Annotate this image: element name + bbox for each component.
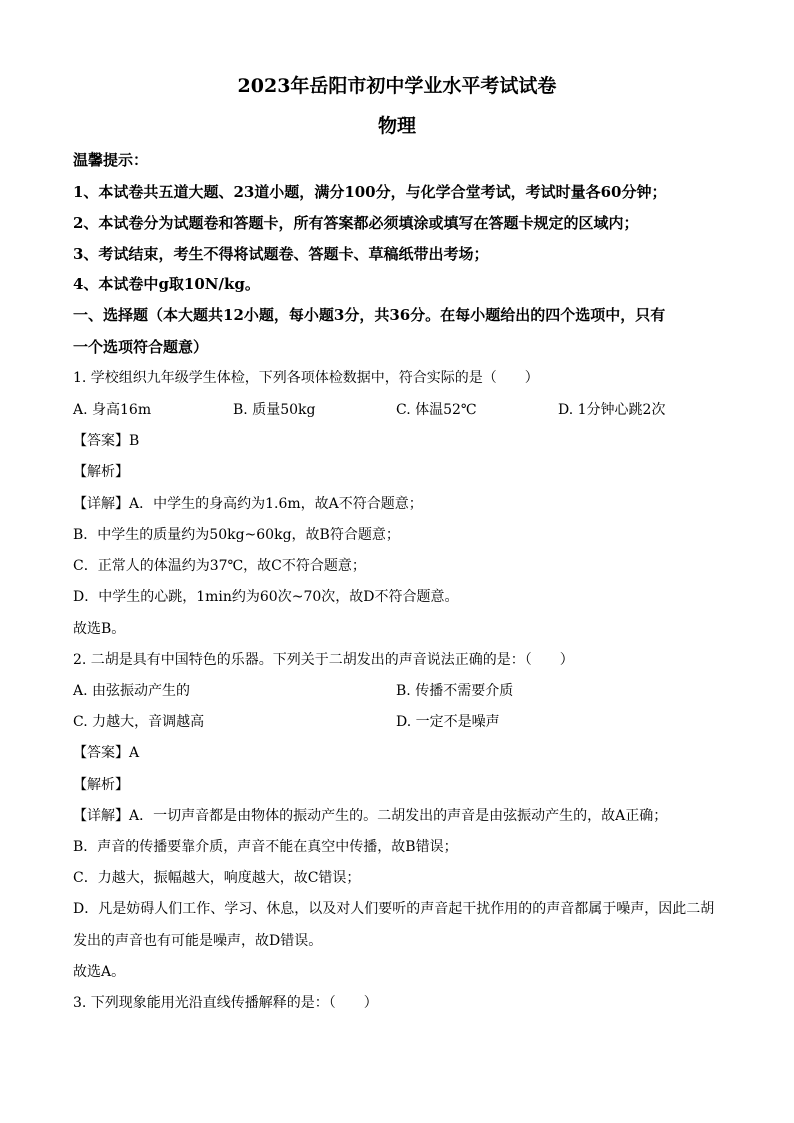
q1-detail-line: C．正常人的体温约为37℃，故C不符合题意； — [73, 558, 366, 574]
q2-answer: 【答案】A — [73, 745, 140, 761]
q2-option-c: C. 力越大，音调越高 — [73, 714, 205, 730]
exam-title: 2023年岳阳市初中学业水平考试试卷 — [237, 75, 557, 97]
q1-analysis-label: 【解析】 — [73, 464, 129, 480]
tip-item: 3、考试结束，考生不得将试题卷、答题卡、草稿纸带出考场； — [73, 245, 489, 263]
section-heading: 一、选择题（本大题共12小题，每小题3分，共36分。在每小题给出的四个选项中，只有 — [73, 306, 666, 324]
section-heading-cont: 一个选项符合题意） — [73, 338, 209, 356]
q1-detail-line: B．中学生的质量约为50kg~60kg，故B符合题意； — [73, 527, 400, 543]
tip-item: 4、本试卷中g取10N/kg。 — [73, 275, 260, 293]
tips-heading: 温馨提示： — [73, 151, 149, 169]
q2-detail-line: 发出的声音也有可能是噪声，故D错误。 — [73, 933, 323, 949]
q2-detail-line: D．凡是妨碍人们工作、学习、休息，以及对人们要听的声音起干扰作用的的声音都属于噪声，因此二胡 — [73, 901, 715, 917]
q2-option-b: B. 传播不需要介质 — [396, 683, 514, 699]
q1-detail-line: 【详解】A．中学生的身高约为1.6m，故A不符合题意； — [73, 496, 423, 512]
subject-title: 物理 — [377, 115, 416, 137]
question-2-stem: 2. 二胡是具有中国特色的乐器。下列关于二胡发出的声音说法正确的是：（ ） — [73, 652, 574, 668]
q2-option-d: D. 一定不是噪声 — [396, 714, 500, 730]
q1-option-b: B. 质量50kg — [233, 402, 316, 418]
q1-detail-line: D．中学生的心跳，1min约为60次~70次，故D不符合题意。 — [73, 589, 459, 605]
q1-option-d: D. 1分钟心跳2次 — [558, 402, 666, 418]
q2-analysis-label: 【解析】 — [73, 777, 129, 793]
tip-item: 1、本试卷共五道大题、23道小题，满分100分，与化学合堂考试，考试时量各60分钟； — [73, 183, 667, 201]
q1-option-c: C. 体温52℃ — [396, 402, 477, 418]
q2-option-a: A. 由弦振动产生的 — [73, 683, 191, 699]
q2-detail-line: C．力越大，振幅越大，响度越大，故C错误； — [73, 870, 361, 886]
q2-detail-line: 【详解】A．一切声音都是由物体的振动产生的。二胡发出的声音是由弦振动产生的，故A正确； — [73, 808, 668, 824]
q1-option-a: A. 身高16m — [73, 402, 152, 418]
q2-conclusion: 故选A。 — [73, 964, 126, 980]
question-3-stem: 3. 下列现象能用光沿直线传播解释的是：（ ） — [73, 995, 378, 1011]
question-1-stem: 1. 学校组织九年级学生体检，下列各项体检数据中，符合实际的是（ ） — [73, 370, 539, 386]
q1-conclusion: 故选B。 — [73, 621, 126, 637]
tip-item: 2、本试卷分为试题卷和答题卡，所有答案都必须填涂或填写在答题卡规定的区域内； — [73, 214, 639, 232]
q1-answer: 【答案】B — [73, 433, 140, 449]
q2-detail-line: B．声音的传播要靠介质，声音不能在真空中传播，故B错误； — [73, 839, 458, 855]
